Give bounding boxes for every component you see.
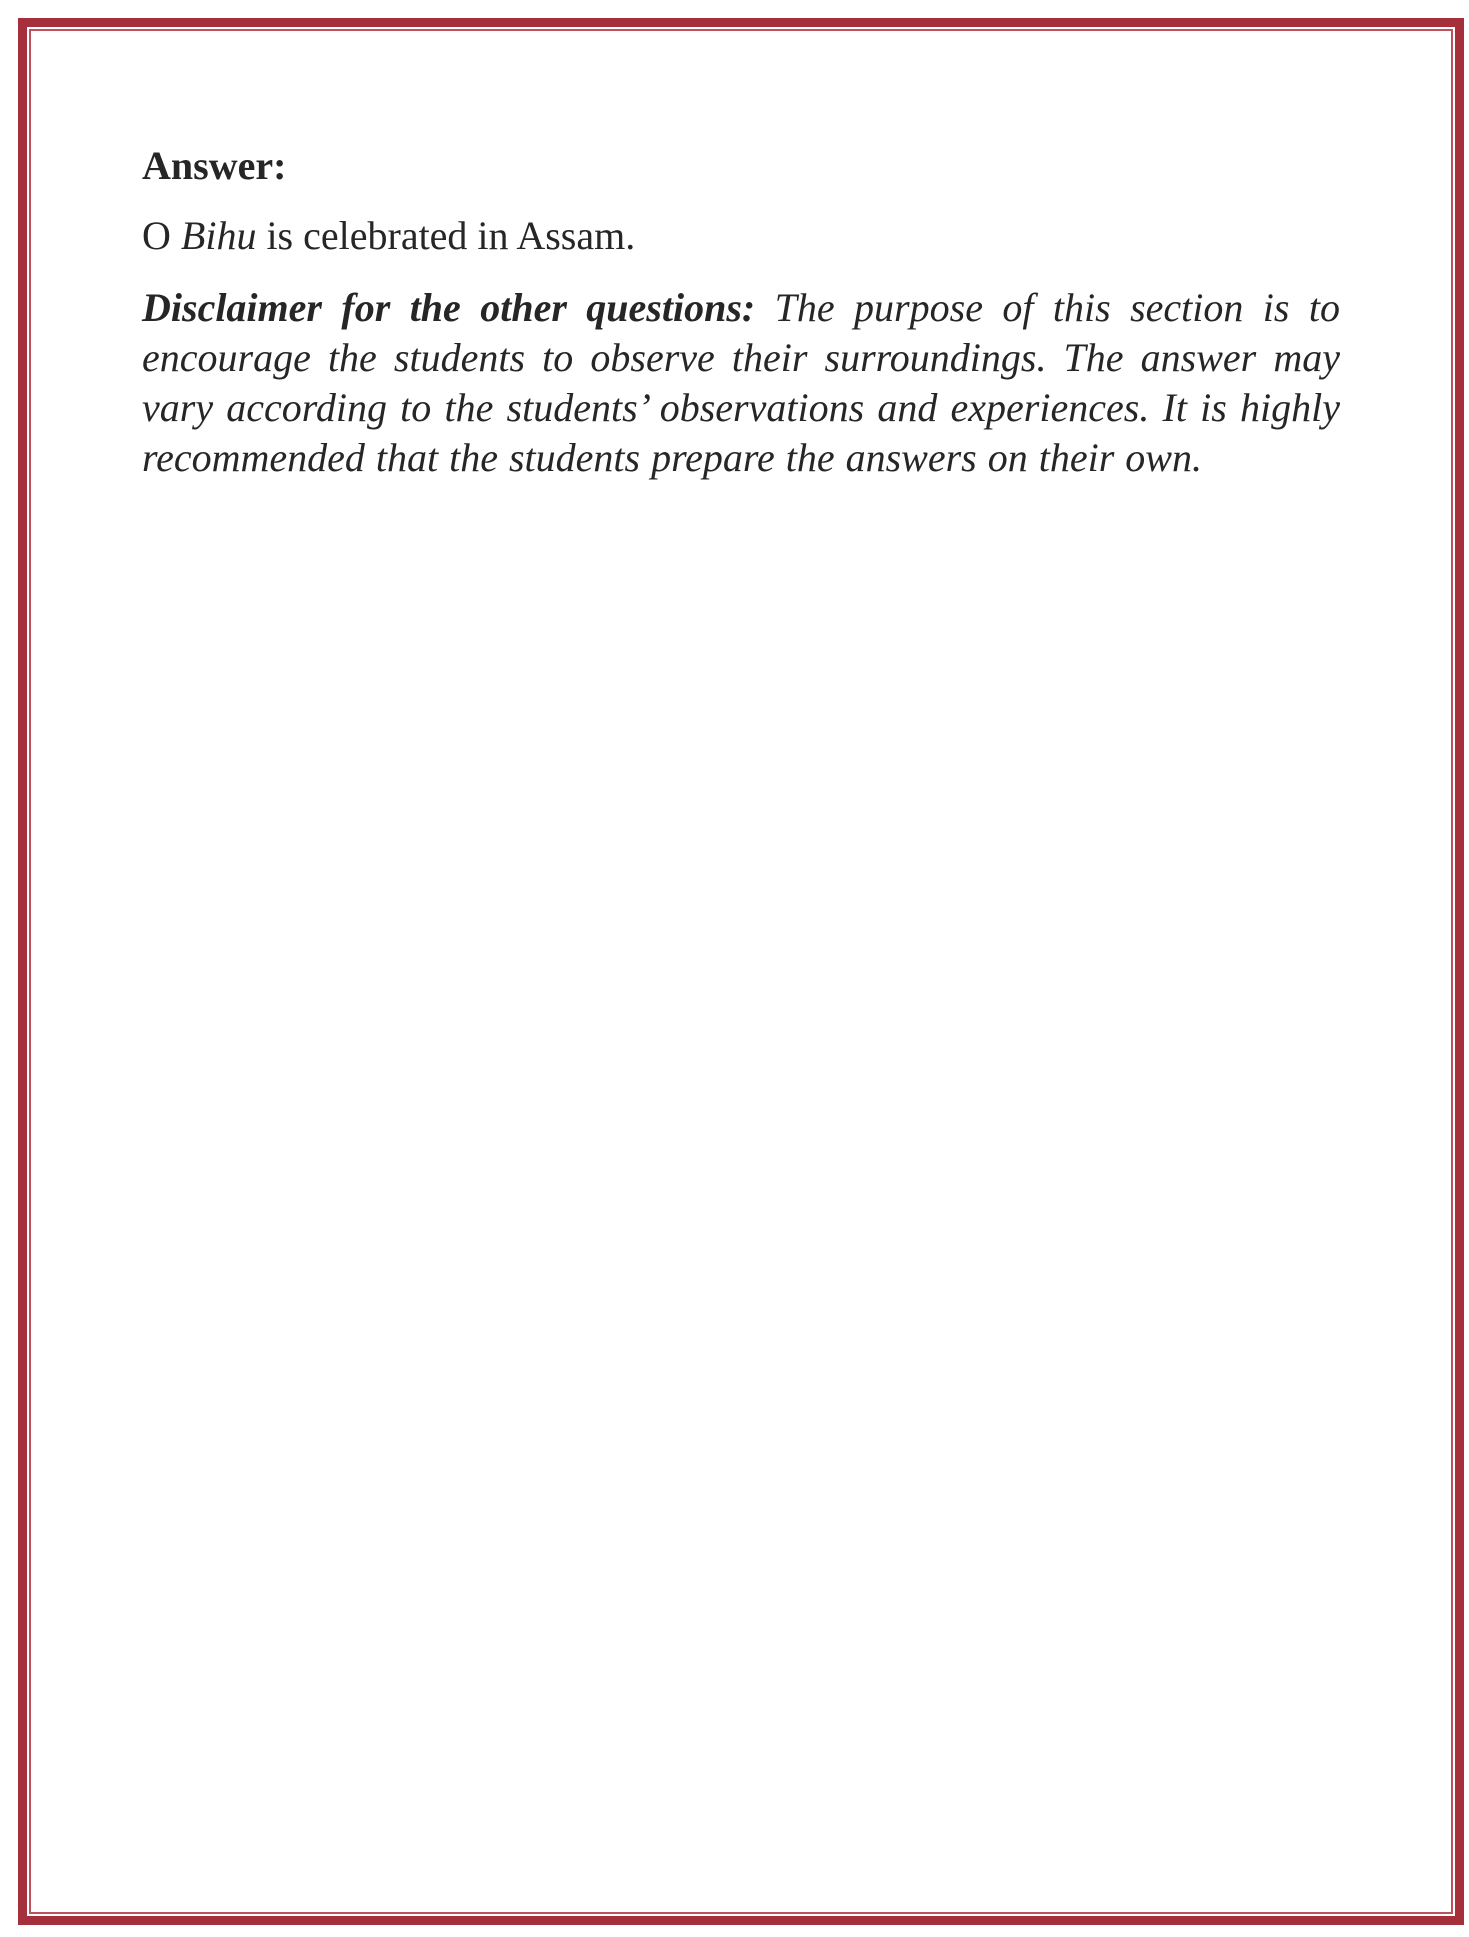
page-content [142,141,1340,483]
disclaimer-paragraph [142,283,1340,483]
answer-prefix: O [142,213,181,258]
answer-emphasis: Bihu [180,213,257,258]
answer-suffix: is celebrated in Assam. [256,213,636,258]
answer-heading: Answer: [142,143,287,188]
answer-text [142,211,1340,261]
disclaimer-label: Disclaimer for the other questions: [142,285,756,330]
disclaimer-text: The purpose of this section is to encourage the students to observe their surroundings. The answer may vary according to the students’ observations and experiences. It is highly recommended that the students prepare the answers on their own. [142,285,1340,480]
